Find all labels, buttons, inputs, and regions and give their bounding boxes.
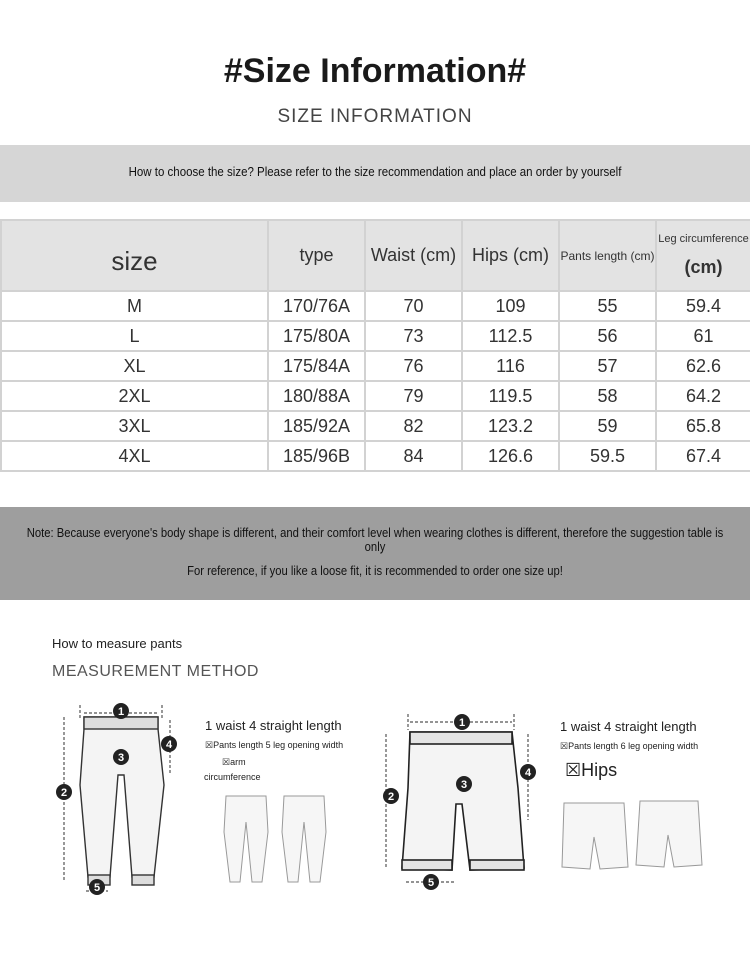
shorts-marker-1: 1: [458, 717, 466, 729]
cell-type: 185/92A: [268, 411, 365, 441]
shorts-sketch: [560, 797, 705, 872]
cell-length: 57: [559, 351, 656, 381]
shorts-marker-4: 4: [524, 767, 532, 779]
header-leg-unit: (cm): [684, 257, 723, 277]
header-type: type: [268, 220, 365, 291]
cell-size: 3XL: [1, 411, 268, 441]
right-caption-1: 1 waist 4 straight length: [560, 719, 697, 734]
cell-type: 185/96B: [268, 441, 365, 471]
left-caption-4: circumference: [204, 772, 261, 782]
marker-2: 2: [60, 787, 68, 799]
marker-4: 4: [165, 739, 173, 751]
cell-length: 56: [559, 321, 656, 351]
cell-waist: 79: [365, 381, 462, 411]
cell-hips: 123.2: [462, 411, 559, 441]
guide-banner: [0, 145, 750, 202]
cell-size: XL: [1, 351, 268, 381]
long-pants-sketch: [222, 792, 332, 887]
long-pants-shape: [80, 717, 164, 885]
cell-length: 59: [559, 411, 656, 441]
shorts-marker-2: 2: [387, 791, 395, 803]
left-caption-2: ☒Pants length 5 leg opening width: [205, 740, 344, 750]
marker-3: 3: [117, 752, 125, 764]
cell-size: 4XL: [1, 441, 268, 471]
cell-type: 170/76A: [268, 291, 365, 321]
table-header-row: [1, 220, 750, 291]
header-pants-length: Pants length (cm): [559, 220, 656, 291]
cell-waist: 76: [365, 351, 462, 381]
cell-length: 58: [559, 381, 656, 411]
marker-5: 5: [93, 882, 101, 894]
header-size: size: [1, 220, 268, 291]
note-line-1: Note: Because everyone's body shape is different, and their comfort level when wearing clothes is different, therefore the suggestion table is only: [26, 526, 724, 554]
long-pants-diagram: [50, 695, 190, 900]
cell-length: 59.5: [559, 441, 656, 471]
note-banner: [0, 507, 750, 600]
header-waist: Waist (cm): [365, 220, 462, 291]
cell-leg: 62.6: [656, 351, 750, 381]
note-line-2: For reference, if you like a loose fit, it is recommended to order one size up!: [187, 564, 563, 578]
cell-hips: 119.5: [462, 381, 559, 411]
cell-waist: 70: [365, 291, 462, 321]
cell-leg: 59.4: [656, 291, 750, 321]
page-title: #Size Information#: [223, 52, 527, 90]
cell-waist: 73: [365, 321, 462, 351]
marker-1: 1: [117, 706, 125, 718]
cell-type: 180/88A: [268, 381, 365, 411]
table-row: [1, 291, 750, 321]
cell-leg: 67.4: [656, 441, 750, 471]
cell-size: 2XL: [1, 381, 268, 411]
page-subtitle: SIZE INFORMATION: [277, 106, 473, 127]
table-row: [1, 411, 750, 441]
cell-hips: 112.5: [462, 321, 559, 351]
measure-method-title: MEASUREMENT METHOD: [52, 663, 259, 680]
guide-text: How to choose the size? Please refer to the size recommendation and place an order by yourself: [128, 165, 622, 179]
shorts-shape: [402, 732, 524, 870]
right-caption-3: ☒Hips: [565, 760, 618, 780]
cell-leg: 61: [656, 321, 750, 351]
left-caption-1: 1 waist 4 straight length: [205, 718, 342, 733]
cell-size: M: [1, 291, 268, 321]
cell-leg: 65.8: [656, 411, 750, 441]
table-row: [1, 381, 750, 411]
right-caption-2: ☒Pants length 6 leg opening width: [560, 741, 699, 751]
measure-heading: How to measure pants: [52, 636, 183, 651]
cell-waist: 84: [365, 441, 462, 471]
table-row: [1, 441, 750, 471]
cell-hips: 126.6: [462, 441, 559, 471]
cell-type: 175/84A: [268, 351, 365, 381]
table-row: [1, 321, 750, 351]
cell-type: 175/80A: [268, 321, 365, 351]
shorts-diagram: [378, 708, 548, 893]
header-leg-label: Leg circumference: [658, 233, 749, 245]
header-hips: Hips (cm): [462, 220, 559, 291]
table-row: [1, 351, 750, 381]
left-caption-3: ☒arm: [222, 757, 246, 767]
size-table: [0, 219, 750, 472]
header-leg-circumference: [656, 220, 750, 291]
cell-leg: 64.2: [656, 381, 750, 411]
cell-length: 55: [559, 291, 656, 321]
shorts-marker-3: 3: [460, 779, 468, 791]
cell-hips: 116: [462, 351, 559, 381]
cell-hips: 109: [462, 291, 559, 321]
cell-waist: 82: [365, 411, 462, 441]
cell-size: L: [1, 321, 268, 351]
shorts-marker-5: 5: [427, 877, 435, 889]
